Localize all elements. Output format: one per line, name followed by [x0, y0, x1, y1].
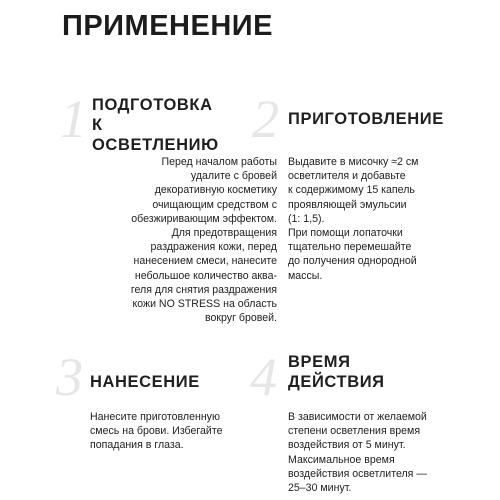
step-number: 3 — [56, 347, 83, 407]
step-number: 4 — [250, 347, 277, 407]
step-description: В зависимости от желаемой степени осветления время воздействия от 5 минут. Максимальное время воздействия осветлителя — 25–30 минут. — [288, 411, 427, 495]
step-description: Выдавите в мисочку ≈2 см осветлителя и добавьте к содержимому 15 капель проявляющей эмульсии (1: 1,5). При помощи лопаточки тщательно перемешайте до получения однородной массы. — [288, 156, 419, 282]
page-title: ПРИМЕНЕНИЕ — [62, 10, 273, 42]
step-heading: ВРЕМЯ ДЕЙСТВИЯ — [288, 353, 385, 391]
step-heading: ПРИГОТОВЛЕНИЕ — [288, 110, 444, 128]
step-number: 1 — [60, 89, 87, 149]
step-description: Перед началом работы удалите с бровей декоративную косметику очищающим средством с обезжиривающим эффектом. Для предотвращения раздражения кожи, перед нанесением смеси, нанесите небольшое количество аква- геля для снятия раздражения кожи NO STRESS на область вокруг бровей. — [130, 156, 277, 325]
step-heading: ПОДГОТОВКА К ОСВЕТЛЕНИЮ — [92, 96, 219, 154]
step-heading: НАНЕСЕНИЕ — [90, 373, 200, 391]
step-description: Нанесите приготовленную смесь на брови. Избегайте попадания в глаза. — [90, 411, 223, 452]
step-number: 2 — [252, 89, 279, 149]
